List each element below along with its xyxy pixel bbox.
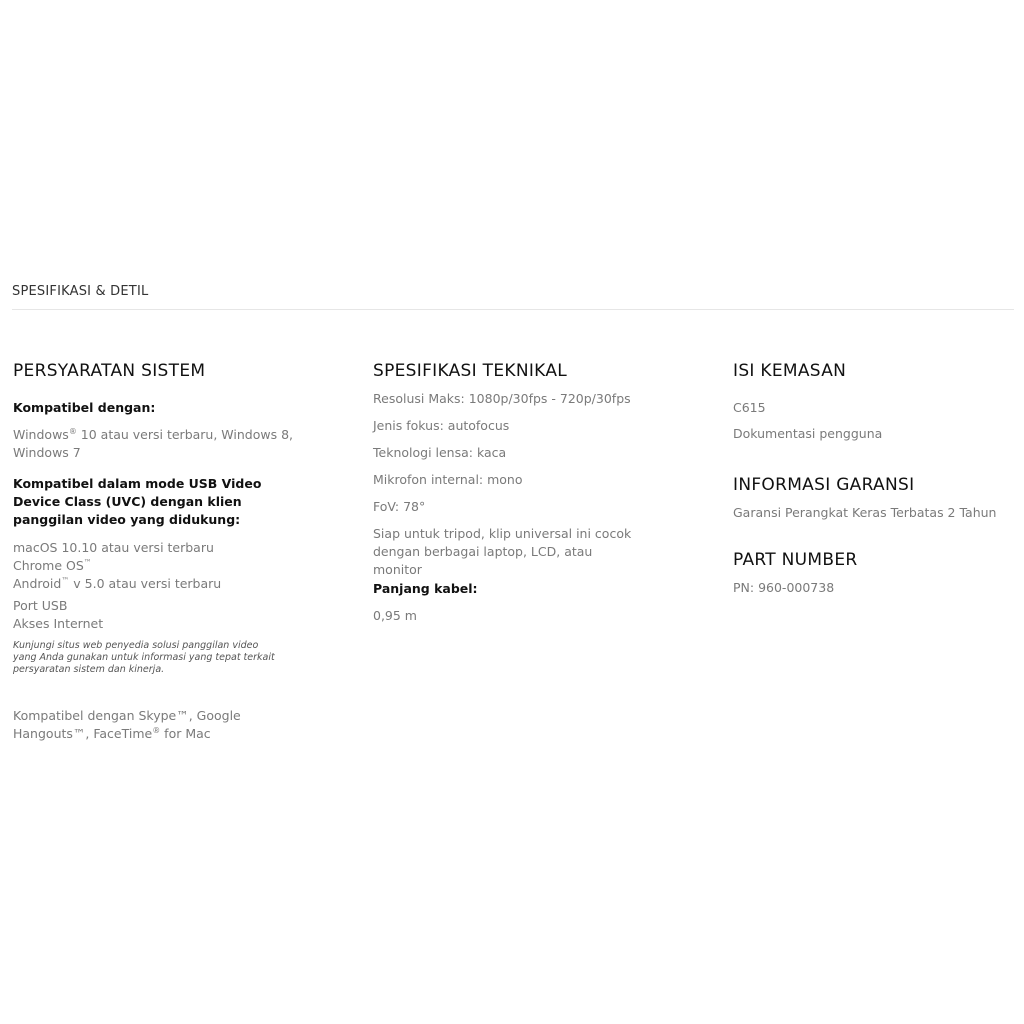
spec-item: Jenis fokus: autofocus — [373, 418, 510, 433]
part-number-text: PN: 960-000738 — [733, 580, 835, 595]
package-contents-heading: ISI KEMASAN — [733, 361, 847, 381]
warranty-text: Garansi Perangkat Keras Terbatas 2 Tahun — [733, 505, 997, 520]
usb-port-requirement: Port USB — [13, 598, 68, 613]
part-number-heading: PART NUMBER — [733, 550, 858, 570]
system-requirements-heading: PERSYARATAN SISTEM — [13, 361, 206, 381]
cable-length-label: Panjang kabel: — [373, 581, 478, 596]
macos-compat: macOS 10.10 atau versi terbaru — [13, 540, 214, 555]
package-item: C615 — [733, 400, 766, 415]
spec-item: Resolusi Maks: 1080p/30fps - 720p/30fps — [373, 391, 631, 406]
spec-item: Siap untuk tripod, klip universal ini cocok dengan berbagai laptop, LCD, atau monitor — [373, 526, 632, 577]
section-divider — [12, 309, 1014, 310]
android-compat: Android™ v 5.0 atau versi terbaru — [13, 575, 222, 591]
chrome-compat: Chrome OS™ — [13, 557, 92, 573]
compatible-label: Kompatibel dengan: — [13, 400, 156, 415]
package-item: Dokumentasi pengguna — [733, 426, 883, 441]
spec-item: Mikrofon internal: mono — [373, 472, 523, 487]
cable-length-value: 0,95 m — [373, 608, 417, 623]
internet-requirement: Akses Internet — [13, 616, 104, 631]
provider-note: Kunjungi situs web penyedia solusi panggilan video yang Anda gunakan untuk informasi yang tepat terkait persyaratan sistem dan kinerja. — [13, 640, 275, 675]
spec-item: Teknologi lensa: kaca — [373, 445, 507, 460]
uvc-label: Kompatibel dalam mode USB Video Device Class (UVC) dengan klien panggilan video yang didukung: — [13, 476, 262, 527]
technical-specs-heading: SPESIFIKASI TEKNIKAL — [373, 361, 568, 381]
warranty-heading: INFORMASI GARANSI — [733, 475, 915, 495]
section-title: SPESIFIKASI & DETIL — [12, 284, 149, 299]
spec-item: FoV: 78° — [373, 499, 426, 514]
windows-compat: Windows® 10 atau versi terbaru, Windows 8, Windows 7 — [13, 426, 293, 460]
apps-compat: Kompatibel dengan Skype™, Google Hangouts™, FaceTime® for Mac — [13, 708, 241, 741]
